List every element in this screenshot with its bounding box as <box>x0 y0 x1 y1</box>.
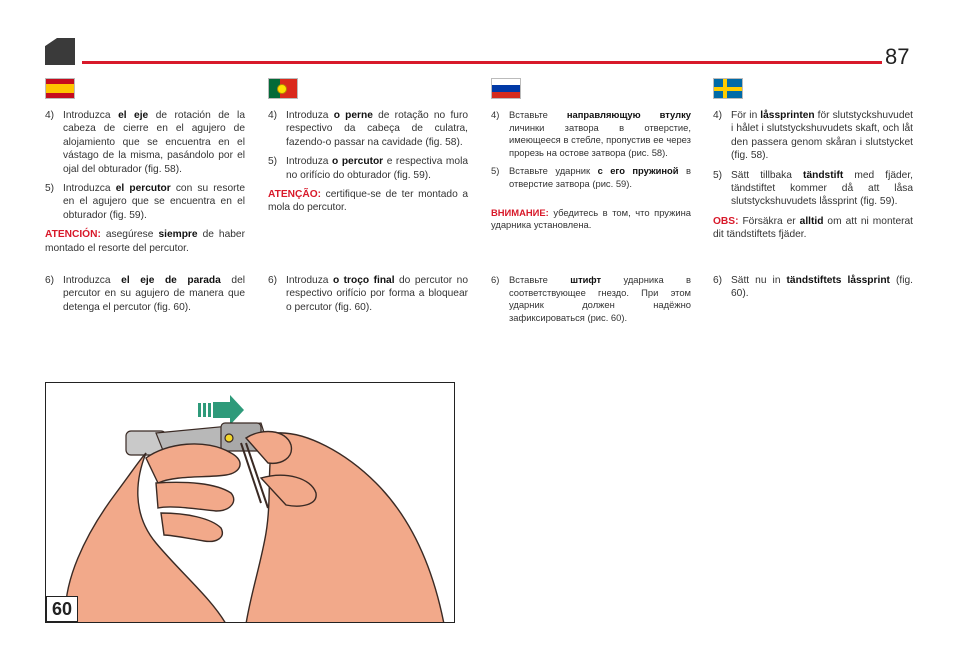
step-text-part: e respectiva mola no orifício do obturador (fig. 59). <box>286 156 469 181</box>
instruction-step <box>45 274 245 314</box>
step-text <box>63 109 245 176</box>
step-text-part: Introduza <box>286 156 333 168</box>
instruction-step <box>491 274 691 324</box>
instruction-step <box>713 109 913 163</box>
step-text-part: личинки затвора в отверстие, имеющееся в стебле, пропустив ее через прорезь на остове затвора (рис. 58). <box>509 121 691 158</box>
step-text-part: (fig. 60). <box>731 275 913 300</box>
column-portuguese <box>268 78 469 313</box>
hands-assembly-illustration <box>46 383 455 623</box>
note-keyword: siempre <box>158 229 198 241</box>
instruction-step <box>491 165 691 190</box>
step-text-part: con su resorte en el agujero que se encuentra en el obturador (fig. 59). <box>63 183 245 221</box>
attention-note <box>491 207 691 232</box>
step-text-part: Вставьте ударник <box>509 165 598 177</box>
step-number: 6) <box>713 275 723 286</box>
note-keyword: alltid <box>799 215 824 227</box>
step-text <box>509 274 691 324</box>
right-hand-illustration <box>246 432 444 623</box>
step-keyword: tändstiftets låssprint <box>786 275 890 286</box>
step-text-part: Introduza <box>286 110 334 121</box>
note-text: убедитесь в том, что пружина ударника установлена. <box>491 206 691 231</box>
step-text-part: för slutstyckshuvudet i hålet i slutstyckshuvudets skaft, och låt den passera genom skåran i slutstycket (fig. 58). <box>731 110 913 162</box>
step-number: 6) <box>491 274 500 285</box>
header-tab-icon <box>45 38 75 65</box>
attention-label: ВНИМАНИЕ: <box>491 206 549 218</box>
step-text <box>731 169 913 209</box>
figure-number: 60 <box>46 596 78 622</box>
instruction-step <box>45 182 245 222</box>
step-text-part: För in <box>731 110 761 121</box>
note-text: asegúrese <box>100 229 159 241</box>
spain-flag-icon <box>45 78 75 99</box>
note-text: om att ni monterat dit tändstiftets fjäder. <box>713 215 913 241</box>
step-text-part: del percutor en su agujero de manera que detenga el percutor (fig. 60). <box>63 275 245 313</box>
step-text-part: Sätt nu in <box>731 275 787 286</box>
step-keyword: o perne <box>333 110 373 121</box>
step-text <box>731 274 913 301</box>
step-number: 4) <box>268 110 278 121</box>
step-text-part: Introduzca <box>63 275 122 286</box>
attention-label: ATENCIÓN: <box>45 229 101 241</box>
step-text <box>509 109 691 159</box>
note-text: certifique-se de ter montado a mola do percutor. <box>268 189 468 214</box>
step-text <box>286 155 468 182</box>
step-number: 6) <box>45 275 55 286</box>
step-text-part: ударника в соответствующее гнездо. При этом ударник должен надёжно зафиксироваться (рис. 60). <box>509 274 692 323</box>
step-keyword: o percutor <box>332 156 384 168</box>
note-text: Försäkra er <box>738 215 800 227</box>
russia-flag-icon <box>491 78 521 99</box>
step-keyword: с его пружиной <box>597 165 679 177</box>
instruction-step <box>491 109 691 159</box>
instruction-step <box>268 109 468 149</box>
step-keyword: tändstift <box>803 169 844 181</box>
page-number: 87 <box>885 44 910 69</box>
step-number: 5) <box>45 183 55 195</box>
instruction-step <box>268 274 468 314</box>
step-keyword: штифт <box>570 274 602 285</box>
attention-label: ATENÇÃO: <box>268 189 322 201</box>
step-keyword: o troço final <box>332 275 395 286</box>
step-number: 5) <box>268 156 278 168</box>
step-number: 5) <box>713 169 723 181</box>
instruction-step <box>45 109 245 176</box>
left-hand-illustration <box>65 444 240 623</box>
step-number: 4) <box>45 110 55 121</box>
step-number: 5) <box>491 165 500 177</box>
step-text-part: de rotação no furo respectivo da cabeça de culatra, fazendo-o passar na cavidade (fig. 58). <box>286 110 468 148</box>
figure-60 <box>45 382 455 623</box>
step-text-part: Вставьте <box>509 109 567 120</box>
step-keyword: el eje de parada <box>121 275 221 286</box>
instruction-step <box>713 274 913 301</box>
direction-arrow-icon <box>198 395 244 425</box>
step-text-part: Introduzca <box>63 110 119 121</box>
attention-note <box>45 228 245 255</box>
note-text: de haber montado el resorte del percutor. <box>45 229 245 254</box>
step-keyword: направляющую втулку <box>566 109 691 120</box>
step-text-part: в отверстие затвора (рис. 59). <box>509 165 691 189</box>
attention-note <box>713 215 913 242</box>
step-number: 4) <box>713 110 723 121</box>
column-russian <box>491 78 692 323</box>
step-number: 6) <box>268 275 278 286</box>
attention-label: OBS: <box>713 215 739 227</box>
step-keyword: el percutor <box>115 183 171 195</box>
sweden-flag-icon <box>713 78 743 99</box>
step-text <box>286 109 468 149</box>
header-rule <box>82 61 882 64</box>
step-text-part: Вставьте <box>509 274 571 285</box>
step-text <box>63 182 245 222</box>
step-text-part: do percutor no respectivo orifício por forma a bloquear o percutor (fig. 60). <box>286 275 469 313</box>
step-number: 4) <box>491 109 500 120</box>
step-text-part: Introduzca <box>63 183 116 195</box>
column-spanish <box>45 78 245 313</box>
step-text-part: de rotación de la cabeza de cierre en el agujero de alojamiento que se encuentra en el vástago de la misma, pasándolo por el ojal del obturador (fig. 58). <box>63 110 245 175</box>
step-text <box>731 109 913 163</box>
column-swedish <box>713 78 914 300</box>
step-keyword: låssprinten <box>760 110 815 121</box>
instruction-step <box>713 169 913 209</box>
step-text-part: Sätt tillbaka <box>731 169 804 181</box>
portugal-flag-icon <box>268 78 298 99</box>
step-text-part: med fjäder, tändstiftet kommer då att låsa slutstyckshuvudets låssprint (fig. 59). <box>731 169 914 208</box>
attention-note <box>268 188 468 215</box>
step-text <box>286 274 468 314</box>
step-keyword: el eje <box>118 110 149 121</box>
step-text-part: Introduza <box>286 275 333 286</box>
step-text <box>63 274 245 314</box>
instruction-step <box>268 155 468 182</box>
step-text <box>509 165 691 190</box>
